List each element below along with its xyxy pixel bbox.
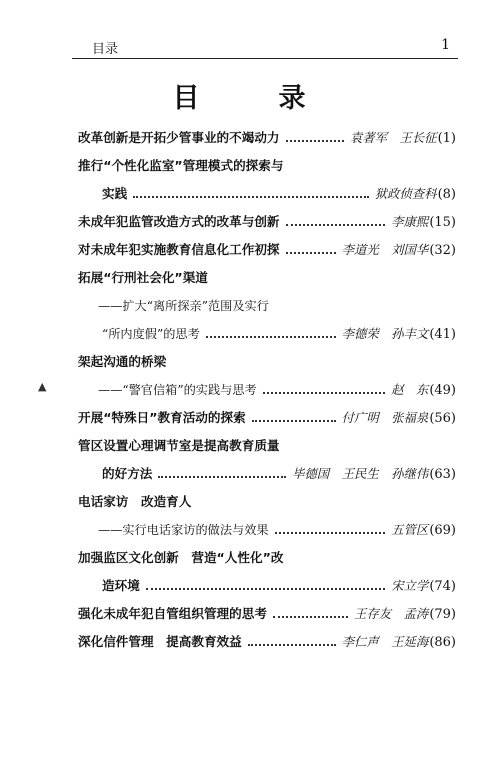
entry-subtitle: ——实行电话家访的做法与效果: [98, 523, 269, 537]
leader-dots: [286, 252, 336, 254]
entry-author: 赵 东: [391, 382, 429, 397]
entry-author: 李道光 刘国华: [341, 242, 429, 257]
scan-speck: ▲: [38, 380, 47, 393]
leader-dots: [158, 476, 286, 478]
entry-author: 狱政侦查科: [374, 186, 437, 201]
toc-entry[interactable]: [78, 546, 456, 566]
toc-entry[interactable]: [98, 378, 456, 398]
leader-dots: [286, 140, 344, 142]
entry-author: 袁著军 王长征: [349, 130, 437, 145]
entry-page: (49): [429, 383, 456, 398]
toc-entry[interactable]: [102, 574, 456, 594]
entry-title: 开展“特殊日”教育活动的探索: [78, 410, 246, 425]
toc-entry[interactable]: [78, 602, 456, 622]
toc-entry[interactable]: [78, 490, 456, 510]
entry-subtitle: “所内度假”的思考: [102, 327, 200, 341]
entry-title: 管区设置心理调节室是提高教育质量: [78, 438, 280, 453]
toc-entry[interactable]: [78, 210, 456, 230]
leader-dots: [286, 224, 386, 226]
leader-dots: [133, 196, 368, 198]
leader-dots: [206, 336, 336, 338]
entry-subtitle: ——扩大“离所探亲”范围及实行: [98, 299, 269, 313]
entry-author: 付广明 张福泉: [341, 410, 429, 425]
leader-dots: [252, 420, 336, 422]
toc-entry[interactable]: [102, 182, 456, 202]
entry-page: (15): [429, 215, 456, 230]
header-section-title: 目录: [92, 42, 119, 57]
entry-title: 电话家访 改造育人: [78, 494, 192, 509]
entry-title: 拓展“行刑社会化”渠道: [78, 270, 208, 285]
toc-entry[interactable]: [98, 518, 456, 538]
toc-entry[interactable]: [78, 406, 456, 426]
toc-entry[interactable]: [78, 266, 456, 286]
leader-dots: [273, 616, 348, 618]
leader-dots: [248, 644, 336, 646]
entry-author: 李仁声 王延海: [341, 634, 429, 649]
toc-entry[interactable]: [102, 462, 456, 482]
toc-entry[interactable]: [78, 126, 456, 146]
entry-title: 造环境: [102, 578, 140, 593]
leader-dots: [146, 588, 385, 590]
entry-title: 的好方法: [102, 466, 153, 481]
entry-title: 架起沟通的桥梁: [78, 354, 167, 369]
entry-author: 王存友 孟涛: [353, 606, 429, 621]
entry-title: 推行“个性化监室”管理模式的探索与: [78, 158, 284, 173]
entry-author: 毕德国 王民生 孙继伟: [292, 466, 429, 481]
entry-author: 五管区: [391, 522, 429, 537]
entry-author: 李康熙: [391, 214, 429, 229]
entry-page: (56): [429, 411, 456, 426]
entry-title: 对未成年犯实施教育信息化工作初探: [78, 242, 280, 257]
entry-title: 改革创新是开拓少管事业的不竭动力: [78, 130, 280, 145]
entry-author: 李德荣 孙丰文: [341, 326, 429, 341]
entry-title: 未成年犯监管改造方式的改革与创新: [78, 214, 280, 229]
page-title: 目 录: [172, 83, 332, 114]
toc-entry-subtitle[interactable]: [98, 294, 456, 314]
entry-title: 加强监区文化创新 营造“人性化”改: [78, 550, 284, 565]
entry-page: (1): [437, 131, 456, 146]
toc-entry[interactable]: [102, 322, 456, 342]
leader-dots: [275, 532, 386, 534]
toc-entry[interactable]: [78, 434, 456, 454]
header-page-number: 1: [441, 37, 450, 53]
entry-page: (86): [429, 635, 456, 650]
toc-entry[interactable]: [78, 154, 456, 174]
entry-subtitle: ——“警官信箱”的实践与思考: [98, 383, 257, 397]
toc-entry[interactable]: [78, 630, 456, 650]
entry-title: 强化未成年犯自管组织管理的思考: [78, 606, 267, 621]
entry-page: (79): [429, 607, 456, 622]
toc-entry[interactable]: [78, 238, 456, 258]
entry-title: 深化信件管理 提高教育效益: [78, 634, 242, 649]
leader-dots: [263, 392, 385, 394]
entry-page: (32): [429, 243, 456, 258]
entry-page: (69): [429, 523, 456, 538]
entry-page: (8): [437, 187, 456, 202]
toc-entry[interactable]: [78, 350, 456, 370]
entry-page: (63): [429, 467, 456, 482]
entry-page: (41): [429, 327, 456, 342]
entry-title: 实践: [102, 186, 128, 201]
entry-author: 宋立学: [391, 578, 429, 593]
entry-page: (74): [429, 579, 456, 594]
